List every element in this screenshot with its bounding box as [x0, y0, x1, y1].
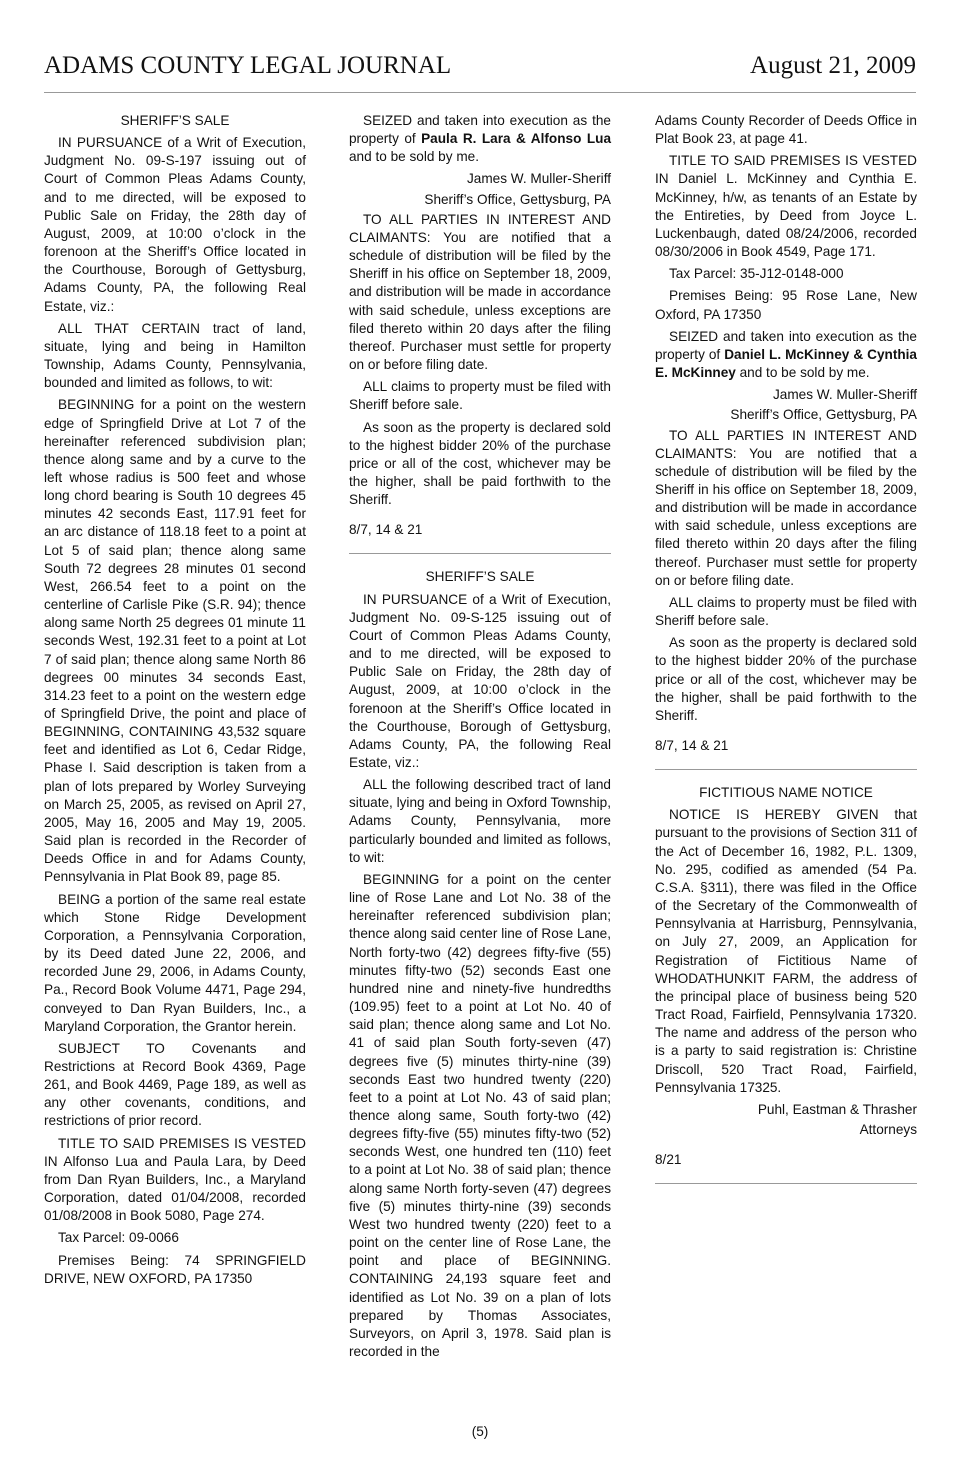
paragraph: IN PURSUANCE of a Writ of Execution, Judgment No. 09-S-125 issuing out of Court of Common Pleas Adams County, and to me directed, will be exposed to Public Sale on Friday, the 28th day of August, 2009, at 10:00 o’clock in the forenoon at the Sheriff’s Office located in the Courthouse, Borough of Gettysburg, Adams County, PA, the following Real Estate, viz.:	[349, 591, 611, 770]
seized-text: SEIZED and taken into execution as the property of	[349, 113, 611, 147]
signature-office: Sheriff’s Office, Gettysburg, PA	[424, 191, 611, 207]
seized-text: SEIZED and taken into execution as the property of	[655, 328, 917, 362]
signature-name: James W. Muller-Sheriff	[772, 387, 917, 403]
paragraph: TO ALL PARTIES IN INTEREST AND CLAIMANTS: You are notified that a schedule of distribution will be filed by the Sheriff in his office on September 18, 2009, and distribution will be made in accordance with said schedule, unless exceptions are filed thereto within 20 days after the filing thereof. Purchaser must settle for property on or before filing date.	[655, 427, 917, 588]
premises: Premises Being: 74 SPRINGFIELD DRIVE, NEW OXFORD, PA 17350	[44, 1252, 306, 1286]
publication-dates: 8/7, 14 & 21	[349, 522, 423, 538]
divider	[655, 769, 917, 770]
paragraph: TITLE TO SAID PREMISES IS VESTED IN Daniel L. McKinney and Cynthia E. McKinney, h/w, as tenants of an Estate by the Entireties, by Deed from Joyce L. Luckenbaugh, dated 08/24/2006, recorded 08/30/2006 in Book 4549, Page 171.	[655, 153, 917, 260]
seized-paragraph	[655, 328, 917, 382]
column-1	[44, 112, 306, 1292]
paragraph: As soon as the property is declared sold to the highest bidder 20% of the purchase price or all of the cost, whichever may be the higher, shall be paid forthwith to the Sheriff.	[655, 635, 917, 723]
paragraph: ALL claims to property must be filed with Sheriff before sale.	[655, 594, 917, 629]
signature-name: James W. Muller-Sheriff	[466, 171, 611, 187]
tax-parcel: Tax Parcel: 09-0066	[58, 1230, 179, 1246]
paragraph: BEGINNING for a point on the western edge of Springfield Drive at Lot 7 of the hereinafter referenced subdivision plan; thence along same and by a curve to the left whose radius is 500 feet and whose long chord bearing is South 10 degrees 45 minutes 42 seconds East, 117.91 feet for an arc distance of 118.18 feet to a point at Lot 5 of said plan; thence along same South 72 degrees 28 minutes 01 second West, 266.54 feet to a point on the centerline of Carlisle Pike (S.R. 94); thence along same North 25 degrees 01 minute 11 seconds West, 192.31 feet to a point at Lot 7 of said plan; thence along same North 86 degrees 00 minutes 34 seconds East, 314.23 feet to a point on the western edge of Springfield Drive, the point and place of BEGINNING, CONTAINING 43,532 square feet and identified as Lot 6, Cedar Ridge, Phase I. Said description is taken from a plan of lots prepared by Worley Surveying on March 25, 2005, as revised on April 27, 2005, May 16, 2005 and May 19, 2005. Said plan is recorded in the Recorder of Deeds Office in and for Adams County, Pennsylvania in Plat Book 89, page 85.	[44, 397, 306, 885]
section-title: FICTITIOUS NAME NOTICE	[699, 785, 873, 801]
seized-text-end: and to be sold by me.	[349, 149, 479, 165]
attorney-title: Attorneys	[859, 1121, 917, 1137]
issue-date: August 21, 2009	[750, 52, 916, 79]
tax-parcel: Tax Parcel: 35-J12-0148-000	[669, 266, 844, 282]
page-number: (5)	[471, 1424, 489, 1439]
paragraph: SUBJECT TO Covenants and Restrictions at Record Book 4369, Page 261, and Book 4469, Page 189, as well as any other covenants, conditions, and restrictions of prior record.	[44, 1040, 306, 1129]
divider	[349, 553, 611, 554]
column-2	[349, 112, 611, 1365]
paragraph: TO ALL PARTIES IN INTEREST AND CLAIMANTS: You are notified that a schedule of distribution will be filed by the Sheriff in his office on September 18, 2009, and distribution will be made in accordance with said schedule, unless exceptions are filed thereto within 20 days after the filing thereof. Purchaser must settle for property on or before filing date.	[349, 211, 611, 373]
paragraph: ALL the following described tract of land situate, lying and being in Oxford Township, Adams County, Pennsylvania, more particularly bounded and limited as follows, to wit:	[349, 777, 611, 865]
attorney-name: Puhl, Eastman & Thrasher	[757, 1101, 917, 1117]
publication-title: ADAMS COUNTY LEGAL JOURNAL	[44, 52, 452, 79]
seized-text-end: and to be sold by me.	[735, 365, 870, 381]
column-3	[655, 112, 917, 1198]
paragraph: ALL THAT CERTAIN tract of land, situate, lying and being in Hamilton Township, Adams County, Pennsylvania, bounded and limited as follows, to wit:	[44, 320, 306, 391]
section-title: SHERIFF’S SALE	[120, 113, 230, 128]
paragraph: TITLE TO SAID PREMISES IS VESTED IN Alfonso Lua and Paula Lara, by Deed from Dan Ryan Builders, Inc., a Maryland Corporation, dated 01/04/2008, recorded 01/08/2008 in Book 5080, Page 274.	[44, 1135, 306, 1224]
section-title: SHERIFF’S SALE	[425, 569, 535, 585]
paragraph: NOTICE IS HEREBY GIVEN that pursuant to the provisions of Section 311 of the Act of December 16, 1982, P.L. 1309, No. 295, codified as amended (54 Pa. C.S.A. §311), there was filed in the Office of the Secretary of the Commonwealth of Pennsylvania at Harrisburg, Pennsylvania, on July 27, 2009, an Application for Registration of Fictitious Name of WHODATHUNKIT FARM, the address of the principal place of business being 520 Tract Road, Fairfield, Pennsylvania 17320. The name and address of the person who is a party to said registration is: Christine Driscoll, 520 Tract Road, Fairfield, Pennsylvania 17325.	[655, 807, 917, 1095]
paragraph: Adams County Recorder of Deeds Office in Plat Book 23, at page 41.	[655, 113, 917, 147]
publication-dates: 8/21	[655, 1152, 682, 1168]
premises: Premises Being: 95 Rose Lane, New Oxford, PA 17350	[655, 288, 917, 322]
signature-office: Sheriff’s Office, Gettysburg, PA	[730, 407, 917, 423]
paragraph: BEING a portion of the same real estate which Stone Ridge Development Corporation, a Pennsylvania Corporation, by its Deed dated June 22, 2006, and recorded June 29, 2006, in Adams County, Pa., Record Book Volume 4471, Page 294, conveyed to Dan Ryan Builders, Inc., a Maryland Corporation, the Grantor herein.	[44, 891, 306, 1034]
seized-paragraph	[349, 112, 611, 166]
paragraph: BEGINNING for a point on the center line of Rose Lane and Lot No. 38 of the hereinafter referenced subdivision plan; thence along said center line of Rose Lane, North forty-two (42) degrees fifty-five (55) minutes fifty-two (52) seconds East one hundred nine and ninety-five hundredths (109.95) feet to a point at Lot No. 40 of said plan; thence along same and Lot No. 41 of said plan South forty-seven (47) degrees five (5) minutes thirty-nine (39) seconds East two hundred twenty (220) feet to a point at Lot No. 43 of said plan; thence along same, South forty-two (42) degrees fifty-five (55) minutes fifty-two (52) seconds West, one hundred ten (110) feet to a point at Lot No. 38 of said plan; thence along same North forty-seven (47) degrees five (5) minutes thirty-nine (39) seconds West two hundred twenty (220) feet to a point on the center line of Rose Lane, the point and place of BEGINNING. CONTAINING 24,193 square feet and identified as Lot No. 39 on a plan of lots prepared by Thomas Associates, Surveyors, on April 3, 1978. Said plan is recorded in the	[349, 871, 611, 1359]
paragraph: As soon as the property is declared sold to the highest bidder 20% of the purchase price or all of the cost, whichever may be the higher, shall be paid forthwith to the Sheriff.	[349, 419, 611, 508]
publication-dates: 8/7, 14 & 21	[655, 738, 729, 753]
defendant-names: Paula R. Lara & Alfonso Lua	[421, 131, 611, 147]
defendant-names: Daniel L. McKinney & Cynthia E. McKinney	[655, 346, 917, 381]
paragraph: ALL claims to property must be filed with Sheriff before sale.	[349, 379, 611, 413]
divider	[655, 1183, 917, 1184]
paragraph: IN PURSUANCE of a Writ of Execution, Judgment No. 09-S-197 issuing out of Court of Common Pleas Adams County, and to me directed, will be exposed to Public Sale on Friday, the 28th day of August, 2009, at 10:00 o’clock in the forenoon at the Sheriff’s Office located in the Courthouse, Borough of Gettysburg, Adams County, PA, the following Real Estate, viz.:	[44, 135, 306, 314]
page-header	[44, 52, 916, 93]
